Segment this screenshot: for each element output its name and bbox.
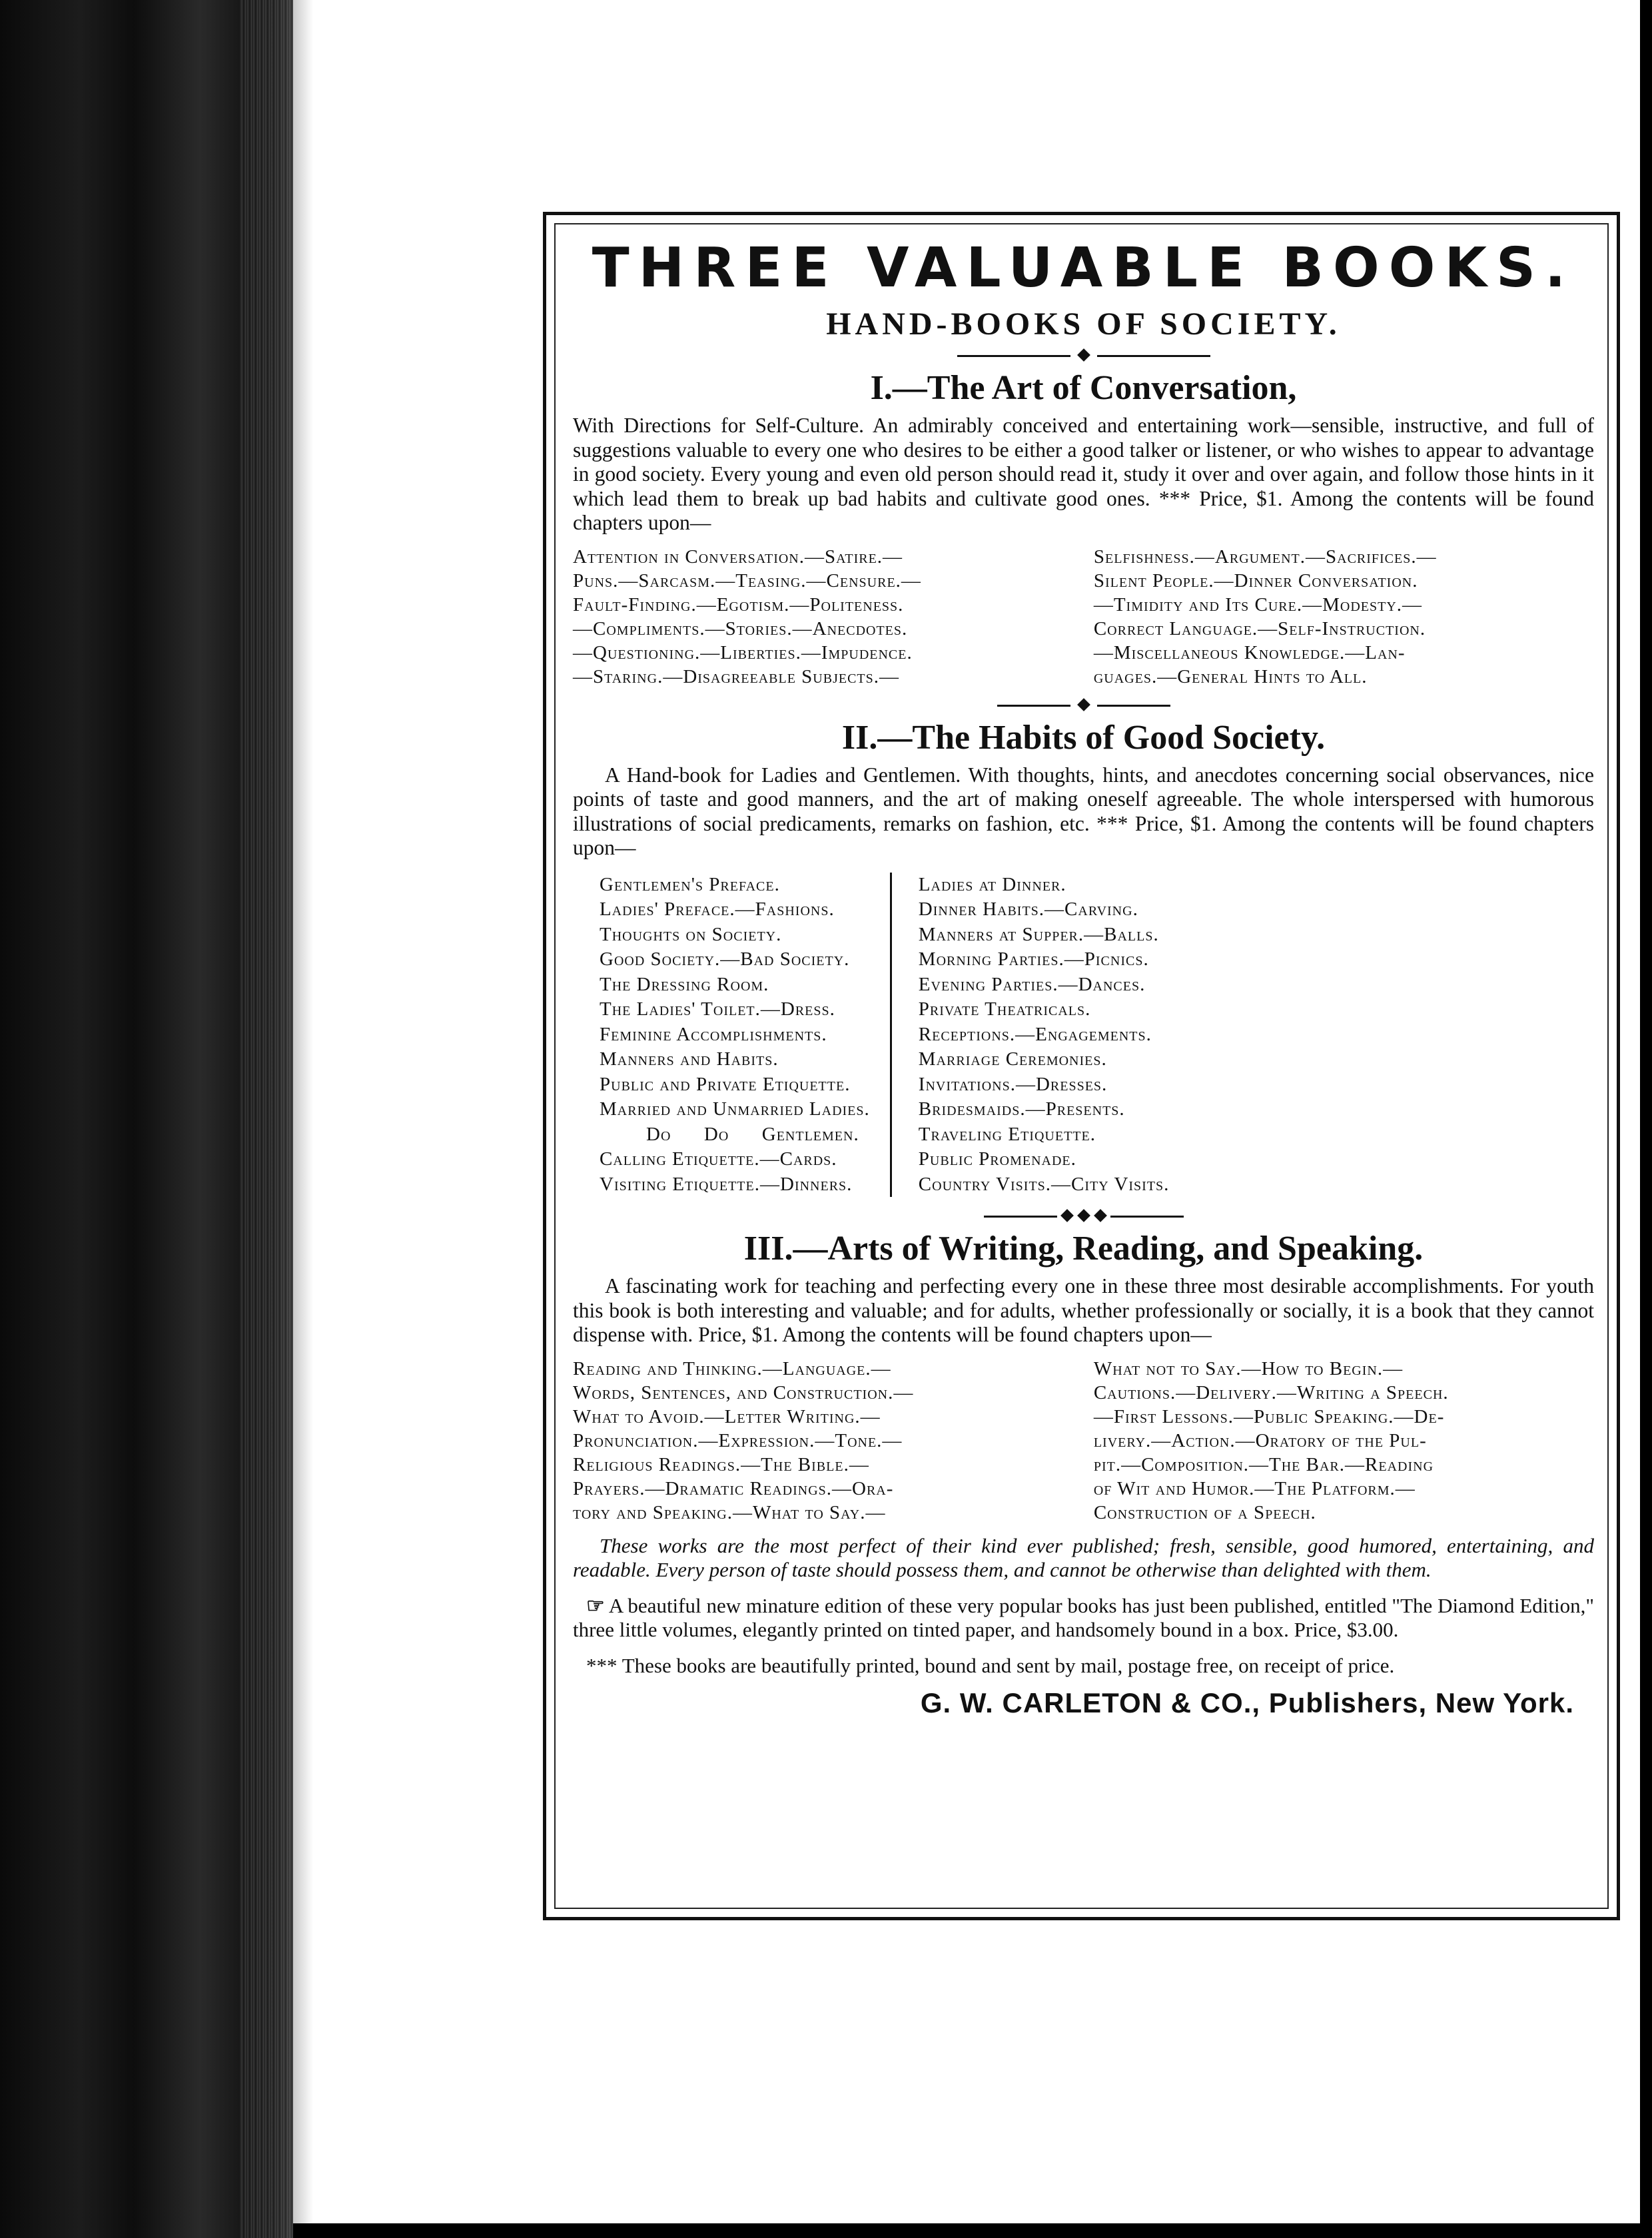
page-gutter-shadow [293, 0, 313, 2238]
scan-bottom-edge [293, 2223, 1652, 2238]
list-item: —Compliments.—Stories.—Anecdotes. [573, 617, 908, 639]
list-item: —Miscellaneous Knowledge.—Lan- [1093, 641, 1406, 663]
advertisement-frame [543, 212, 1620, 1920]
list-item: —First Lessons.—Public Speaking.—De- [1093, 1405, 1445, 1427]
list-item: Evening Parties.—Dances. [918, 973, 1146, 995]
list-item: tory and Speaking.—What to Say.— [573, 1501, 886, 1523]
list-item: Puns.—Sarcasm.—Teasing.—Censure.— [573, 569, 921, 591]
list-item: Religious Readings.—The Bible.— [573, 1453, 869, 1475]
list-item: Dinner Habits.—Carving. [918, 899, 1138, 920]
list-item: guages.—General Hints to All. [1093, 665, 1368, 687]
list-item: Feminine Accomplishments. [600, 1023, 827, 1045]
publisher-imprint: G. W. CARLETON & CO., Publishers, New York. [920, 1686, 1574, 1718]
book-3-contents-right [1094, 1357, 1594, 1525]
list-item: Receptions.—Engagements. [918, 1023, 1152, 1045]
ornament-rule [957, 347, 1210, 364]
list-item: Fault-Finding.—Egotism.—Politeness. [573, 593, 904, 615]
list-item: Good Society.—Bad Society. [600, 948, 850, 970]
list-item: Thoughts on Society. [600, 923, 782, 945]
list-item: livery.—Action.—Oratory of the Pul- [1093, 1429, 1427, 1451]
list-item: Morning Parties.—Picnics. [918, 948, 1149, 970]
book-1-contents-right [1094, 545, 1594, 689]
list-item: pit.—Composition.—The Bar.—Reading [1093, 1453, 1434, 1475]
list-item: Selfishness.—Argument.—Sacrifices.— [1093, 546, 1437, 567]
list-item: of Wit and Humor.—The Platform.— [1093, 1477, 1416, 1499]
scan-right-edge [1640, 0, 1652, 2238]
list-item: Manners at Supper.—Balls. [918, 923, 1159, 945]
diamond-icon [1077, 698, 1090, 711]
list-item: Cautions.—Delivery.—Writing a Speech. [1093, 1381, 1449, 1403]
list-item: Married and Unmarried Ladies. [600, 1098, 870, 1120]
main-title: THREE VALUABLE BOOKS. [592, 236, 1575, 300]
list-item: Private Theatricals. [918, 998, 1091, 1020]
tagline: These works are the most perfect of their kind ever published; fresh, sensible, good humored, entertaining, and readable. Every person of taste should possess them, and cannot be otherwise than delighted with them. [573, 1533, 1594, 1581]
list-item: Correct Language.—Self-Instruction. [1093, 617, 1426, 639]
book-3-heading: III.—Arts of Writing, Reading, and Speaking. [743, 1230, 1424, 1268]
book-2-contents [600, 873, 1594, 1198]
list-item: Visiting Etiquette.—Dinners. [600, 1173, 853, 1195]
column-divider [890, 873, 892, 1198]
list-item: Prayers.—Dramatic Readings.—Ora- [573, 1477, 894, 1499]
list-item: —Questioning.—Liberties.—Impudence. [573, 641, 913, 663]
book-2-section [573, 718, 1594, 1198]
advertisement-content [573, 235, 1594, 1904]
diamond-icon [1077, 1209, 1090, 1222]
book-3-description: A fascinating work for teaching and perfecting every one in these three most desirable accomplishments. For youth this book is both interesting and valuable; and for adults, whether professionally or socially, it is a book that they cannot dispense with. Price, $1. Among the contents will be found chapters upon— [573, 1274, 1594, 1346]
list-item: Traveling Etiquette. [918, 1123, 1096, 1145]
list-item: What not to Say.—How to Begin.— [1093, 1357, 1404, 1379]
book-3-contents-left [573, 1357, 1073, 1525]
pointing-hand-icon: ☞ [586, 1593, 605, 1617]
book-3-contents [573, 1357, 1594, 1525]
book-3-section [573, 1229, 1594, 1525]
page-stack-edge [240, 0, 293, 2238]
book-1-contents-left [573, 545, 1073, 689]
book-2-contents-right [919, 873, 1170, 1198]
book-1-section [573, 368, 1594, 689]
ornament-rule [997, 697, 1170, 714]
list-item: Ladies' Preface.—Fashions. [600, 899, 835, 920]
book-1-description: With Directions for Self-Culture. An admirably conceived and entertaining work—sensible, instructive, and full of suggestions valuable to every one who desires to be either a good talker or listener, or who wishes to appear to advantage in good society. Every young and even old person should read it, study it over and over again, and follow those hints in it which lead them to break up bad habits and cultivate good ones. *** Price, $1. Among the contents will be found chapters upon— [573, 414, 1594, 534]
list-item: Marriage Ceremonies. [918, 1048, 1107, 1070]
list-item: Calling Etiquette.—Cards. [600, 1148, 837, 1170]
book-1-heading: I.—The Art of Conversation, [870, 369, 1297, 407]
book-1-contents [573, 545, 1594, 689]
list-item: Gentlemen's Preface. [600, 873, 780, 895]
list-item: Words, Sentences, and Construction.— [573, 1381, 914, 1403]
list-item: —Staring.—Disagreeable Subjects.— [573, 665, 900, 687]
list-item: Silent People.—Dinner Conversation. [1093, 569, 1418, 591]
list-item: Bridesmaids.—Presents. [918, 1098, 1125, 1120]
list-item: What to Avoid.—Letter Writing.— [573, 1405, 881, 1427]
book-2-description: A Hand-book for Ladies and Gentlemen. With thoughts, hints, and anecdotes concerning social observances, nice points of taste and good manners, and the art of making oneself agreeable. The whole interspersed with humorous illustrations of social predicaments, remarks on fashion, etc. *** Price, $1. Among the contents will be found chapters upon— [573, 763, 1594, 859]
list-item: Pronunciation.—Expression.—Tone.— [573, 1429, 903, 1451]
diamond-icon [1060, 1209, 1074, 1222]
book-2-contents-left [600, 873, 870, 1198]
list-item: Manners and Habits. [600, 1048, 779, 1070]
list-item: Public Promenade. [918, 1148, 1076, 1170]
list-item: Reading and Thinking.—Language.— [573, 1357, 891, 1379]
edition-note-text: A beautiful new minature edition of these very popular books has just been published, entitled "The Diamond Edition," three little volumes, elegantly printed on tinted paper, and handsomely bound in a box. Price, $3.00. [573, 1593, 1594, 1641]
list-item: Construction of a Speech. [1093, 1501, 1316, 1523]
list-item: —Timidity and Its Cure.—Modesty.— [1093, 593, 1423, 615]
list-item: Ladies at Dinner. [918, 873, 1066, 895]
edition-note [573, 1594, 1594, 1642]
list-item: The Dressing Room. [600, 973, 769, 995]
diamond-icon [1077, 348, 1090, 362]
list-item: Public and Private Etiquette. [600, 1073, 851, 1095]
sub-title: HAND-BOOKS OF SOCIETY. [826, 306, 1341, 342]
list-item: The Ladies' Toilet.—Dress. [600, 998, 835, 1020]
list-item: Invitations.—Dresses. [918, 1073, 1108, 1095]
mail-note: *** These books are beautifully printed, bound and sent by mail, postage free, on receipt of price. [586, 1653, 1395, 1677]
list-item: Do Do Gentlemen. [646, 1123, 859, 1145]
book-2-heading: II.—The Habits of Good Society. [841, 718, 1326, 757]
diamond-icon [1094, 1209, 1107, 1222]
list-item: Attention in Conversation.—Satire.— [573, 546, 903, 567]
list-item: Country Visits.—City Visits. [918, 1173, 1170, 1195]
ornament-rule [984, 1208, 1184, 1225]
